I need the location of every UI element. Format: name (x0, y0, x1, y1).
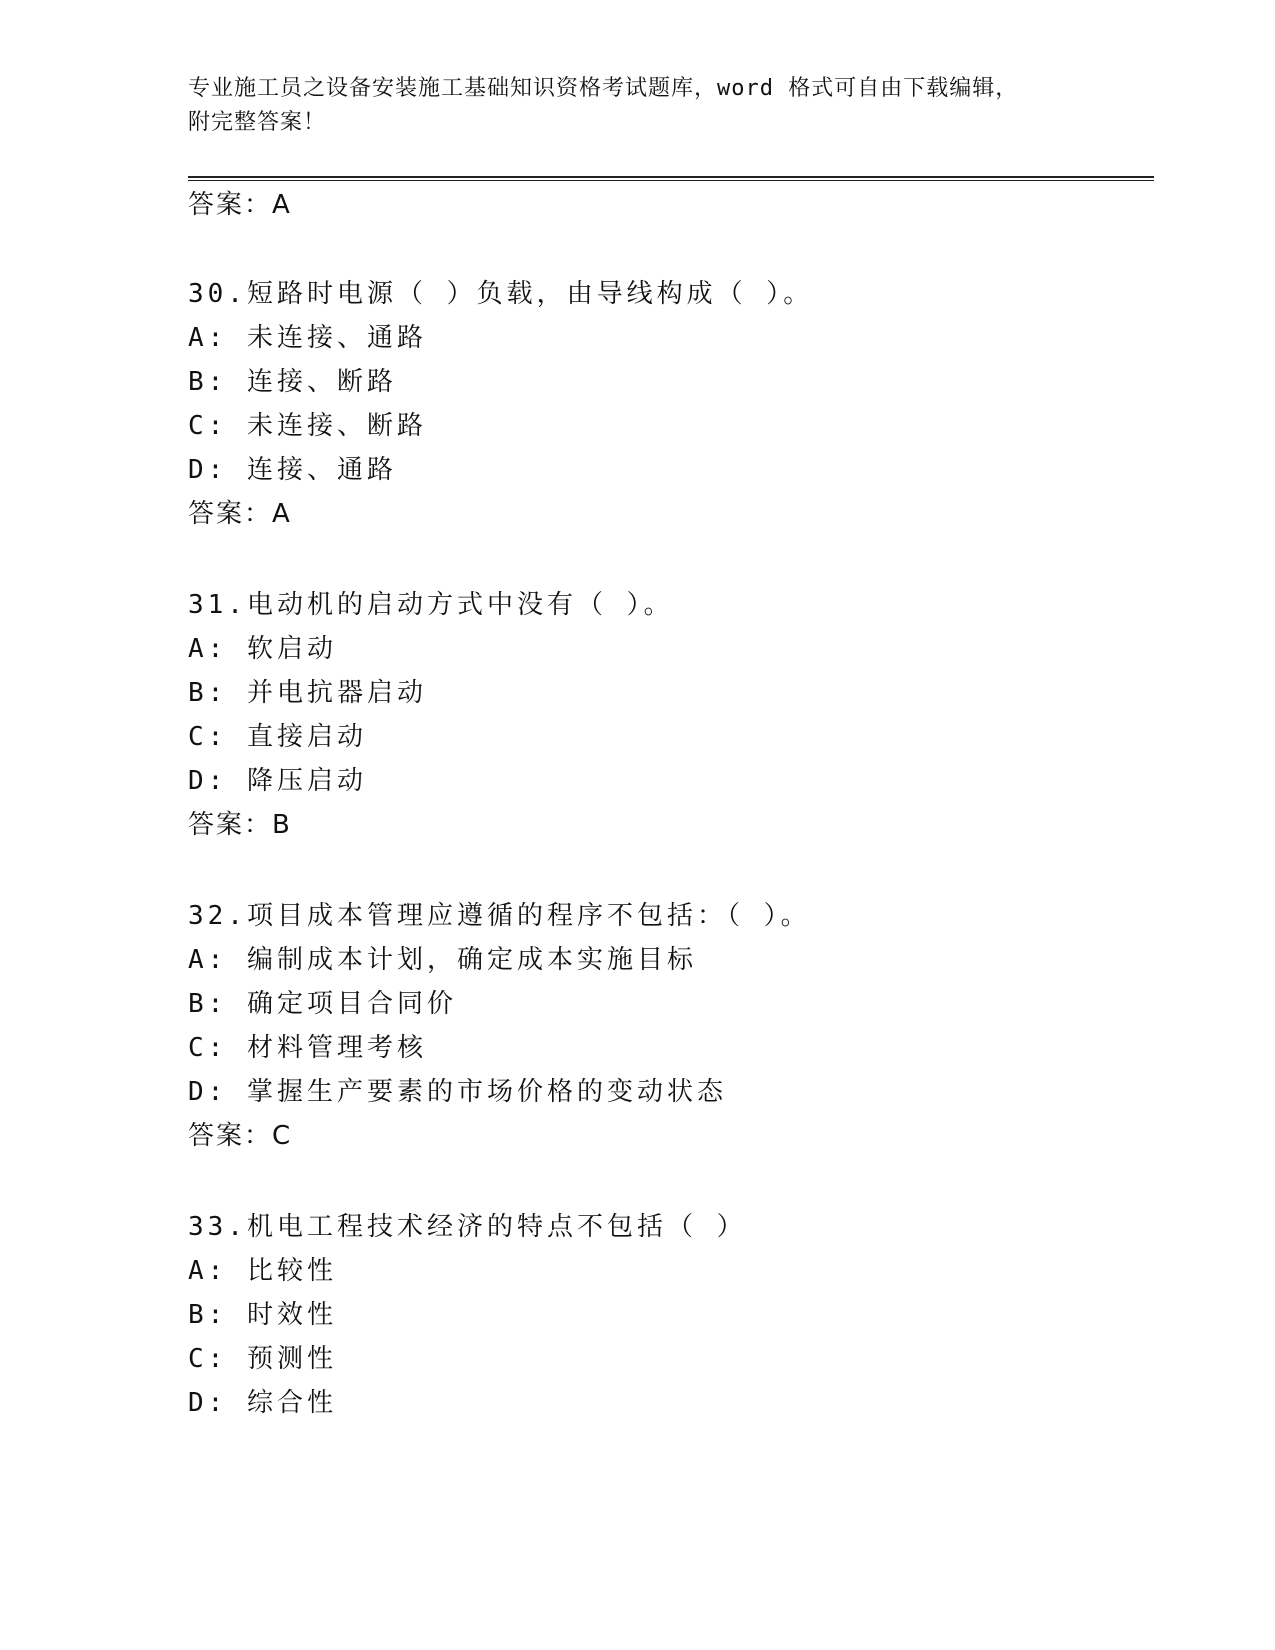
header-line-2: 附完整答案！ (188, 110, 327, 135)
header-line-1: 专业施工员之设备安装施工基础知识资格考试题库，word 格式可自由下载编辑， (188, 76, 1019, 101)
answer-line: 答案：B (188, 810, 292, 840)
header-divider (188, 176, 1154, 181)
question-stem: 31.电动机的启动方式中没有（ ）。 (188, 590, 674, 620)
option-b: B: 并电抗器启动 (188, 678, 427, 708)
option-a: A: 未连接、通路 (188, 323, 427, 353)
option-a: A: 比较性 (188, 1256, 337, 1286)
answer-line: 答案：A (188, 499, 292, 529)
option-b: B: 确定项目合同价 (188, 989, 457, 1019)
option-a: A: 编制成本计划，确定成本实施目标 (188, 945, 697, 975)
option-b: B: 连接、断路 (188, 367, 397, 397)
option-d: D: 掌握生产要素的市场价格的变动状态 (188, 1077, 727, 1107)
answer-line: 答案：C (188, 1121, 293, 1151)
option-d: D: 连接、通路 (188, 455, 397, 485)
question-stem: 33.机电工程技术经济的特点不包括（ ） (188, 1212, 747, 1242)
option-d: D: 降压启动 (188, 766, 367, 796)
option-d: D: 综合性 (188, 1388, 337, 1418)
option-c: C: 预测性 (188, 1344, 337, 1374)
answer-line: 答案：A (188, 190, 292, 220)
option-c: C: 未连接、断路 (188, 411, 427, 441)
option-c: C: 材料管理考核 (188, 1033, 427, 1063)
question-stem: 30.短路时电源（ ）负载，由导线构成（ ）。 (188, 279, 814, 309)
page-header (188, 72, 1088, 140)
option-c: C: 直接启动 (188, 722, 367, 752)
option-a: A: 软启动 (188, 634, 337, 664)
option-b: B: 时效性 (188, 1300, 337, 1330)
question-stem: 32.项目成本管理应遵循的程序不包括：（ ）。 (188, 901, 811, 931)
